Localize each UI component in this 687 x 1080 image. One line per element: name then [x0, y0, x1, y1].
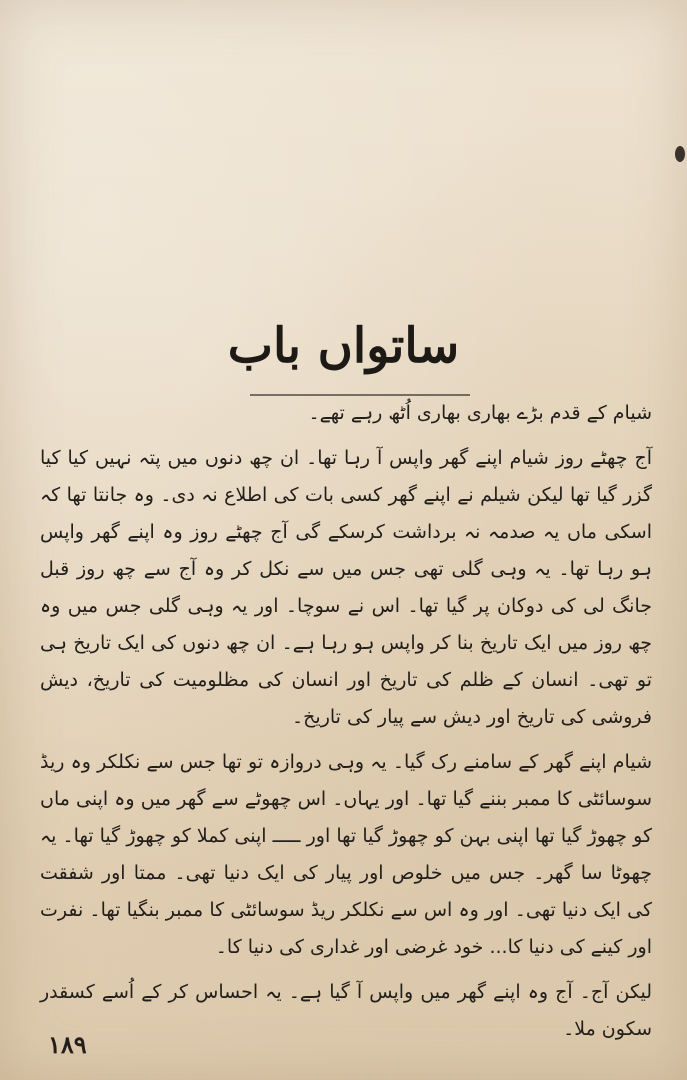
chapter-body [40, 395, 652, 1056]
punch-hole-mark [675, 146, 685, 162]
page-number: ۱۸۹ [48, 1030, 87, 1059]
paragraph-3: شیام اپنے گھر کے سامنے رک گیا۔ یہ وہی دروازہ تو تھا جس سے نکلکر وہ ریڈ سوسائٹی کا ممبر بننے گیا تھا۔ اور یہاں۔ اس چھوٹے سے گھر میں وہ اپنی ماں کو چھوڑ گیا تھا اپنی بہن کو چھوڑ گیا تھا اور ـــــ اپنی کملا کو چھوڑ گیا تھا۔ یہ چھوٹا سا گھر۔ جس میں خلوص اور پیار کی ایک دنیا تھی۔ ممتا اور شفقت کی ایک دنیا تھی۔ اور وہ اس سے نکلکر ریڈ سوسائٹی کا ممبر بنگیا تھا۔ نفرت اور کینے کی دنیا کا... خود غرضی اور غداری کی دنیا کا۔ [40, 751, 652, 958]
paragraph-1: شیام کے قدم بڑے بھاری بھاری اُٹھ رہے تھے۔ [308, 402, 652, 424]
paragraph-2: آج چھٹے روز شیام اپنے گھر واپس آ رہا تھا۔ ان چھ دنوں میں پتہ نہیں کیا کیا گزر گیا تھا لیکن شیلم نے اپنے گھر کسی بات کی اطلاع نہ دی۔ وہ جانتا تھا کہ اسکی ماں یہ صدمہ نہ برداشت کرسکے گی آج چھٹے روز وہ اپنے گھر واپس ہو رہا تھا۔ یہ وہی گلی تھی جس میں سے نکل کر وہ آج سے چھ روز قبل جانگ لی کی دوکان پر گیا تھا۔ اس نے سوچا۔ اور یہ وہی گلی جس میں وہ چھ روز میں ایک تاریخ بنا کر واپس ہو رہا ہے۔ ان چھ دنوں کی ایک تاریخ ہی تو تھی۔ انسان کے ظلم کی تاریخ اور انسان کی مظلومیت کی تاریخ، دیش فروشی کی تاریخ اور دیش سے پیار کی تاریخ۔ [40, 447, 652, 728]
chapter-title: ساتواں باب [227, 318, 460, 374]
paragraph-4: لیکن آج۔ آج وہ اپنے گھر میں واپس آ گیا ہے۔ یہ احساس کر کے اُسے کسقدر سکون ملا۔ [40, 981, 652, 1040]
